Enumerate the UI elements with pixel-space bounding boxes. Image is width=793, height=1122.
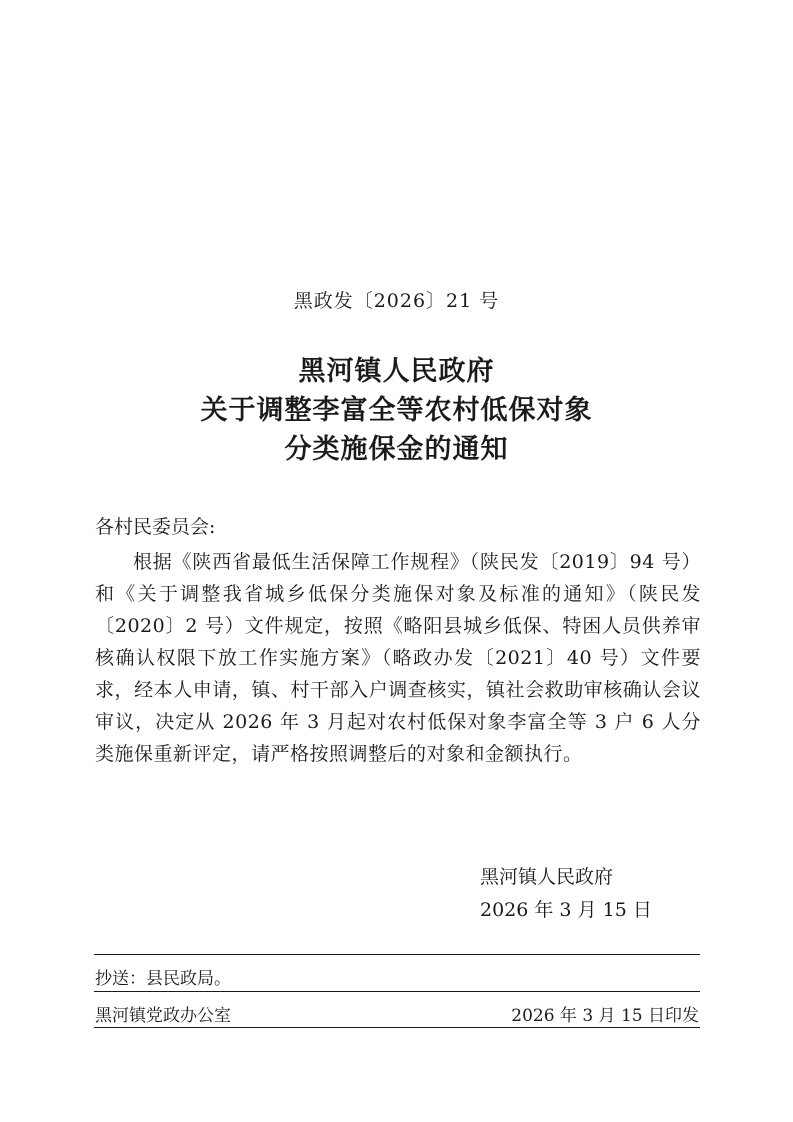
signature-date: 2026 年 3 月 15 日 (480, 899, 652, 921)
title-line-1: 黑河镇人民政府 (298, 356, 495, 387)
divider-bottom (94, 1027, 700, 1028)
title-line-2: 关于调整李富全等农村低保对象 (200, 395, 593, 426)
divider-middle (94, 991, 700, 992)
title-line-3: 分类施保金的通知 (284, 434, 509, 465)
footer-issuer: 黑河镇党政办公室 (95, 1006, 231, 1026)
divider-top (94, 954, 700, 955)
document-number: 黑政发〔2026〕21 号 (293, 290, 500, 312)
document-title (0, 352, 793, 469)
footer-print-date: 2026 年 3 月 15 日印发 (511, 1006, 699, 1026)
body-paragraph: 根据《陕西省最低生活保障工作规程》（陕民发〔2019〕94 号）和《关于调整我省城乡低保分类施保对象及标准的通知》（陕民发〔2020〕2 号）文件规定，按照《略阳县城乡低保、特困人员供养审核确认权限下放工作实施方案》（略政办发〔2021〕40 号）文件要求，经本人申请，镇、村干部入户调查核实，镇社会救助审核确认会议审议，决定从 2026 年 3 月起对农村低保对象李富全等 3 户 6 人分类施保重新评定，请严格按照调整后的对象和金额执行。 (95, 551, 701, 765)
cc-line: 抄送：县民政局。 (95, 969, 231, 989)
salutation: 各村民委员会: (95, 516, 216, 538)
signature-organization: 黑河镇人民政府 (480, 866, 614, 888)
